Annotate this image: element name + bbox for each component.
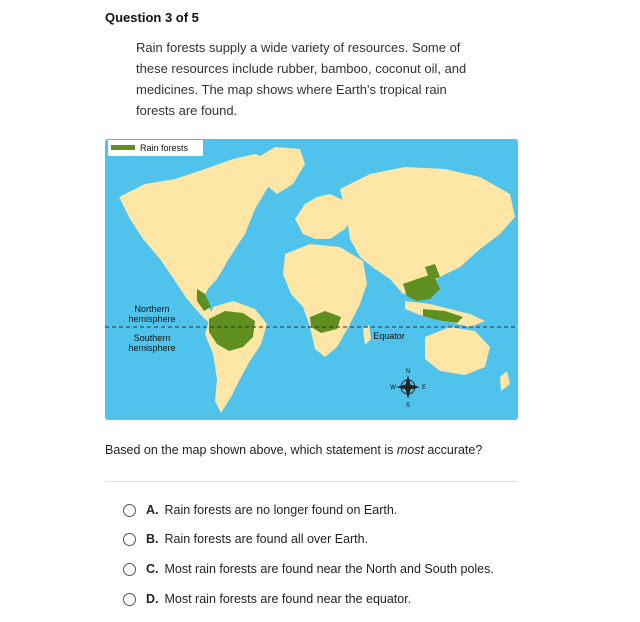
choice-b[interactable]	[123, 529, 368, 549]
choice-text: Rain forests are found all over Earth.	[164, 532, 369, 546]
question-counter: Question 3 of 5	[105, 10, 199, 25]
prompt-emphasis: most	[396, 443, 424, 457]
world-map	[105, 139, 518, 420]
equator-label: Equator	[373, 331, 405, 341]
northern-label-line1: Northern	[134, 304, 170, 314]
choice-c[interactable]	[123, 559, 494, 579]
legend-swatch	[111, 145, 135, 150]
radio-button[interactable]	[123, 593, 136, 606]
compass-e: E	[421, 385, 427, 391]
radio-button[interactable]	[123, 533, 136, 546]
southern-label-line2: hemisphere	[128, 343, 176, 353]
passage-text: Rain forests supply a wide variety of resources. Some of these resources include rubber, bamboo, coconut oil, and medicines. The map shows where Earth's tropical rain forests are found.	[136, 40, 467, 118]
choice-text: Rain forests are no longer found on Earth.	[164, 503, 398, 517]
choice-a[interactable]	[123, 500, 397, 520]
choice-letter: A.	[146, 503, 159, 517]
compass-s: S	[405, 403, 411, 409]
choice-letter: B.	[146, 532, 159, 546]
northern-label-line2: hemisphere	[128, 314, 176, 324]
prompt-before: Based on the map shown above, which statement is	[105, 443, 397, 457]
southern-label-line1: Southern	[133, 333, 171, 343]
choice-d[interactable]	[123, 589, 411, 609]
legend-label: Rain forests	[140, 143, 189, 153]
prompt-after: accurate?	[423, 443, 483, 457]
radio-button[interactable]	[123, 563, 136, 576]
question-prompt	[105, 443, 482, 457]
choice-letter: C.	[146, 562, 159, 576]
choice-text: Most rain forests are found near the equator.	[164, 592, 412, 606]
compass-w: W	[390, 385, 396, 391]
choice-letter: D.	[146, 592, 159, 606]
choice-text: Most rain forests are found near the North and South poles.	[164, 562, 494, 576]
radio-button[interactable]	[123, 504, 136, 517]
divider	[105, 481, 518, 482]
compass-n: N	[405, 369, 411, 375]
